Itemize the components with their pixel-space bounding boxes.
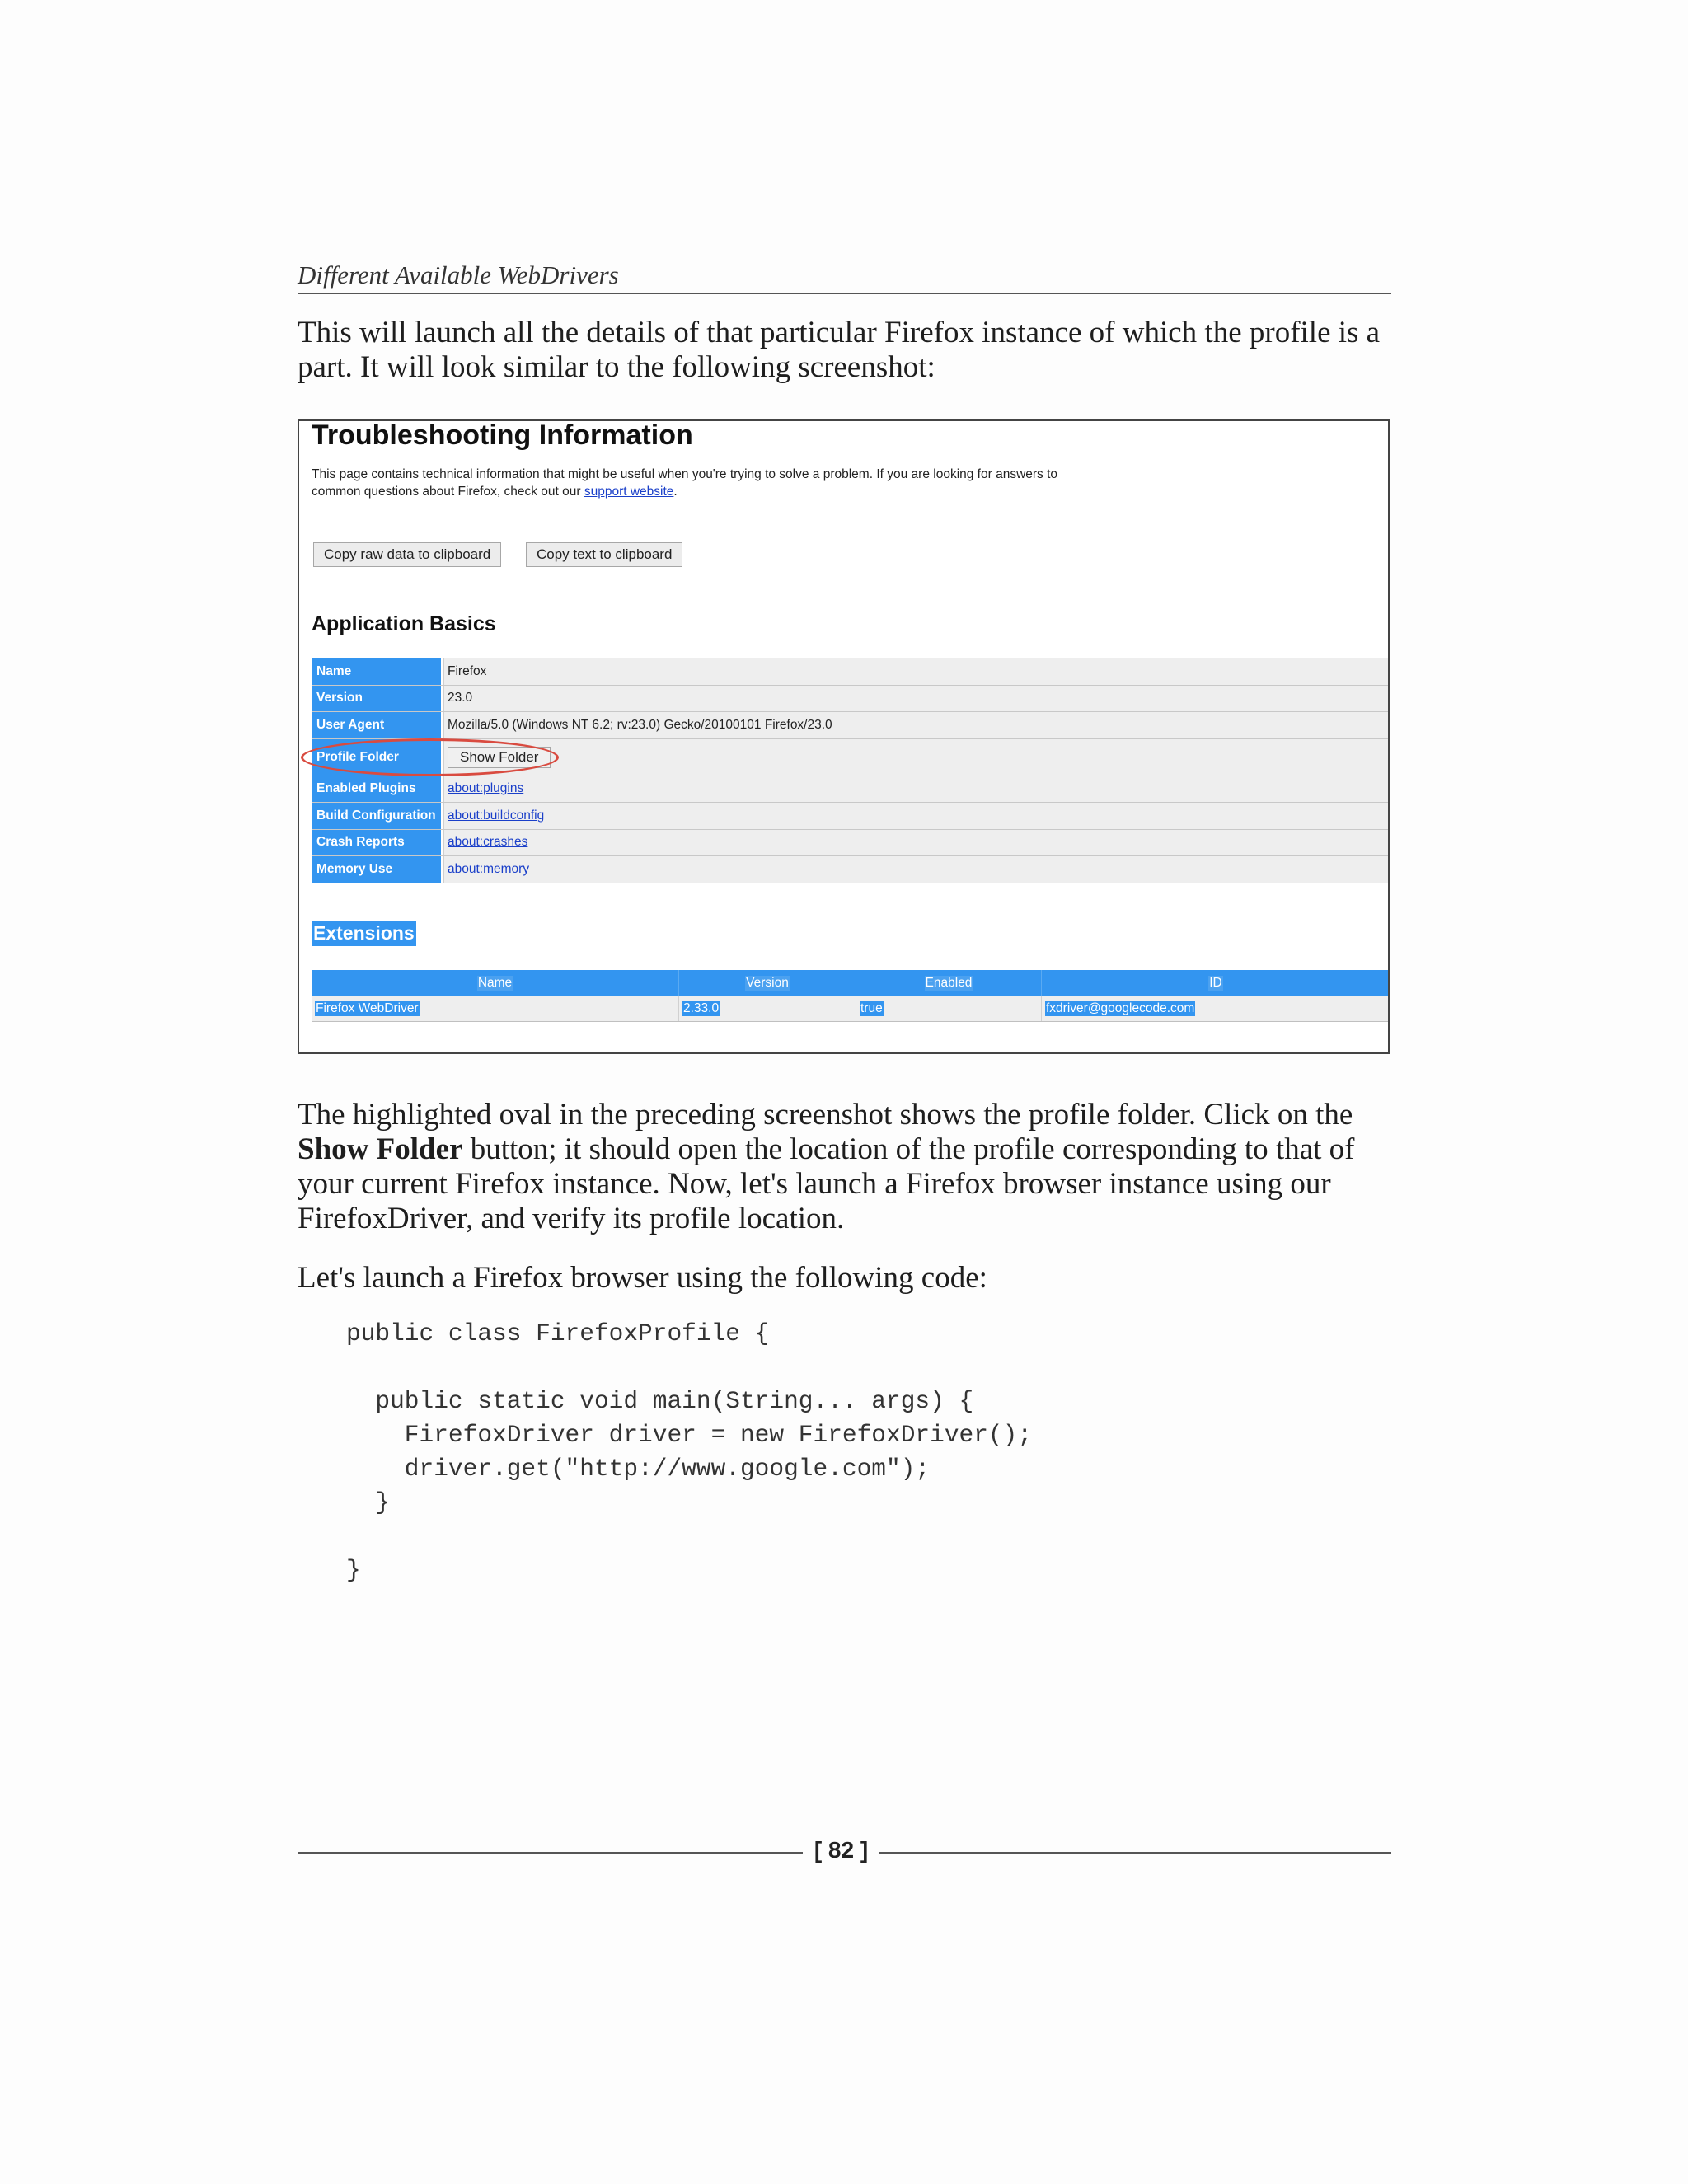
extensions-header-row [312, 970, 1390, 996]
support-website-link[interactable]: support website [584, 485, 674, 499]
column-header-label: ID [1209, 975, 1222, 990]
extensions-heading: Extensions [312, 921, 416, 946]
running-header: Different Available WebDrivers [298, 260, 619, 289]
row-value [443, 739, 1390, 776]
row-key: Crash Reports [312, 830, 441, 856]
table-row [312, 856, 1390, 883]
paragraph-text: The highlighted oval in the preceding screenshot shows the profile folder. Click on the [298, 1098, 1353, 1132]
footer-rule [298, 1852, 803, 1854]
table-row [312, 776, 1390, 804]
column-header-label: Enabled [925, 975, 973, 990]
table-row [312, 686, 1390, 713]
about-plugins-link[interactable]: about:plugins [448, 781, 524, 796]
row-key: Enabled Plugins [312, 776, 441, 803]
row-key: Memory Use [312, 856, 441, 883]
column-header-name[interactable] [312, 970, 679, 996]
row-key: Version [312, 686, 441, 712]
copy-text-button[interactable]: Copy text to clipboard [526, 542, 682, 567]
about-crashes-link[interactable]: about:crashes [448, 835, 528, 850]
row-value [443, 856, 1390, 883]
cell-name [312, 996, 679, 1021]
row-key: Name [312, 658, 441, 685]
cell-version [679, 996, 856, 1021]
table-row [312, 712, 1390, 739]
header-rule [298, 293, 1391, 294]
description-line2-prefix: common questions about Firefox, check out our [312, 485, 584, 499]
row-key: User Agent [312, 712, 441, 738]
page-number: [ 82 ] [814, 1837, 869, 1863]
cell-text: fxdriver@googlecode.com [1046, 1001, 1195, 1015]
cell-text: true [860, 1001, 883, 1015]
about-buildconfig-link[interactable]: about:buildconfig [448, 808, 545, 823]
paragraph-text: button; it should open the location of the profile corresponding to that of your current Firefox instance. Now, let's launch a Firefox browser instance using our FirefoxDriver, and verify its profile location. [298, 1132, 1355, 1235]
screenshot-description [312, 466, 1218, 500]
row-key: Build Configuration [312, 803, 441, 829]
extensions-table [312, 970, 1390, 1022]
table-row [312, 996, 1390, 1022]
column-header-enabled[interactable] [856, 970, 1042, 996]
description-line2-suffix: . [673, 485, 678, 499]
footer-rule [879, 1852, 1391, 1854]
cell-id [1042, 996, 1390, 1021]
column-header-label: Name [477, 975, 513, 990]
screenshot-title: Troubleshooting Information [312, 419, 693, 451]
intro-paragraph: This will launch all the details of that particular Firefox instance of which the profile is a part. It will look similar to the following screenshot: [298, 316, 1381, 384]
table-row [312, 803, 1390, 830]
show-folder-button[interactable]: Show Folder [448, 747, 551, 768]
column-header-version[interactable] [679, 970, 856, 996]
troubleshooting-screenshot [298, 419, 1390, 1054]
paragraph-launch: Let's launch a Firefox browser using the following code: [298, 1261, 987, 1295]
profile-folder-highlight-oval [301, 738, 559, 776]
row-value: Mozilla/5.0 (Windows NT 6.2; rv:23.0) Gecko/20100101 Firefox/23.0 [443, 712, 1390, 738]
about-memory-link[interactable]: about:memory [448, 861, 530, 876]
show-folder-emphasis: Show Folder [298, 1132, 463, 1166]
table-row [312, 830, 1390, 857]
row-key: Profile Folder [312, 739, 441, 776]
cell-enabled [856, 996, 1042, 1021]
paragraph-show-folder [298, 1098, 1391, 1236]
row-value [443, 803, 1390, 829]
description-line1: This page contains technical information that might be useful when you're trying to solve a problem. If you are looking for answers to [312, 467, 1058, 481]
copy-raw-data-button[interactable]: Copy raw data to clipboard [313, 542, 501, 567]
application-basics-heading: Application Basics [312, 612, 496, 635]
row-value [443, 830, 1390, 856]
row-value: 23.0 [443, 686, 1390, 712]
table-row [312, 658, 1390, 686]
column-header-label: Version [746, 975, 789, 990]
code-block: public class FirefoxProfile { public static void main(String... args) { FirefoxDriver driver = new FirefoxDriver(); driver.get("http://www.google.com"); } } [346, 1319, 1033, 1584]
column-header-id[interactable] [1042, 970, 1390, 996]
row-value [443, 776, 1390, 803]
cell-text: Firefox WebDriver [316, 1001, 419, 1015]
cell-text: 2.33.0 [683, 1001, 720, 1015]
row-value: Firefox [443, 658, 1390, 685]
